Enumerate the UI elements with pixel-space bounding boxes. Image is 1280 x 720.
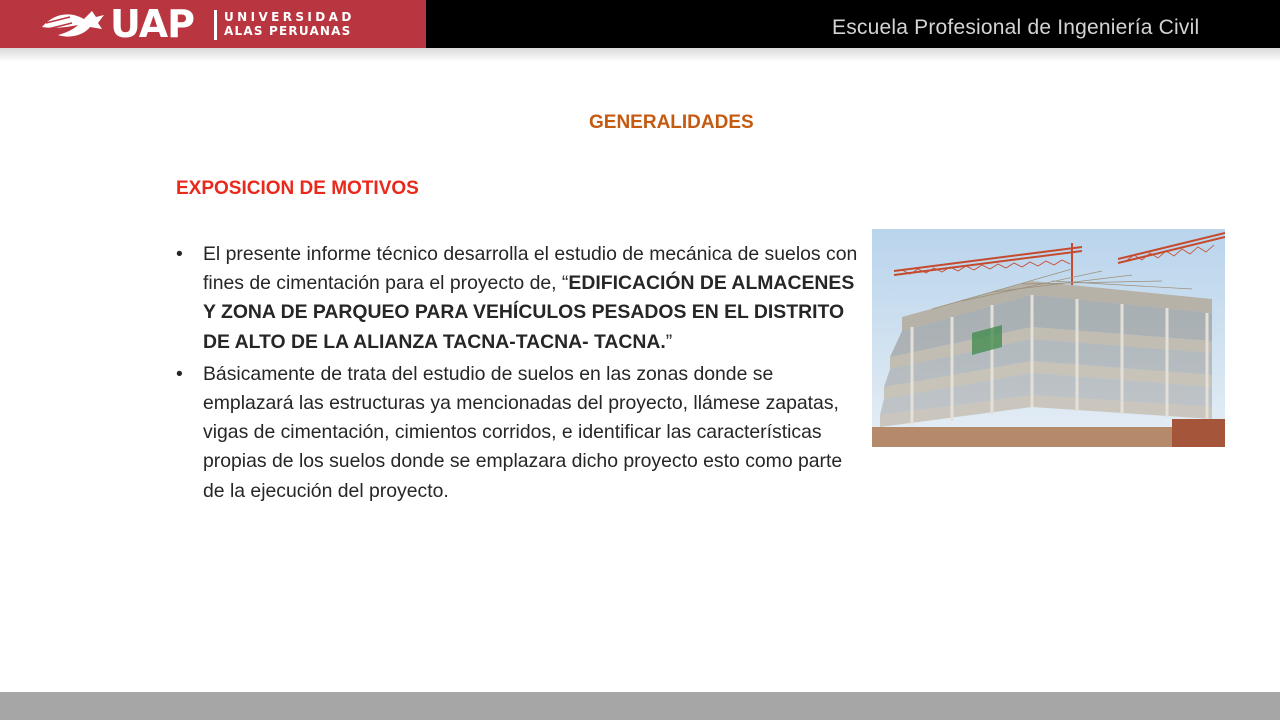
header-bar (0, 0, 1280, 48)
bullet-item-2 (176, 360, 866, 506)
bullet-dot: • (176, 362, 183, 385)
footer-bar (0, 692, 1280, 720)
brand-acronym: UAP (110, 2, 194, 46)
school-name: Escuela Profesional de Ingeniería Civil (832, 16, 1200, 39)
bullet-dot: • (176, 243, 183, 265)
eagle-emblem-icon (40, 5, 106, 45)
slide-title: GENERALIDADES (589, 112, 754, 133)
building-construction-photo (872, 229, 1225, 447)
bullet-1-tail: ” (665, 330, 673, 353)
bullet-1-project-name: EDIFICACIÓN DE ALMACENES Y ZONA DE PARQUEO PARA VEHÍCULOS PESADOS EN EL DISTRITO DE ALTO DE LA ALIANZA TACNA-TACNA- TACNA. (203, 272, 855, 353)
brand-name-line2: ALAS PERUANAS (224, 24, 352, 38)
bullet-item-1 (176, 240, 866, 357)
section-title: EXPOSICION DE MOTIVOS (176, 178, 419, 199)
brand-divider (214, 10, 217, 40)
university-brand (0, 0, 426, 48)
brand-name (224, 10, 424, 38)
bullet-2-text: Básicamente de trata del estudio de suelos en las zonas donde se emplazará las estructuras ya mencionadas del proyecto, llámese zapatas, vigas de cimentación, cimientos corridos, e identificar las características propias de los suelos donde se emplazara dicho proyecto esto como parte de la ejecución del proyecto. (203, 362, 843, 502)
brand-name-line1: UNIVERSIDAD (224, 10, 355, 24)
bullet-list (176, 240, 866, 509)
header-shadow (0, 48, 1280, 62)
bullet-1-lead: El presente informe técnico desarrolla el estudio de mecánica de suelos con fines de cimentación para el proyecto de, “ (203, 243, 858, 295)
